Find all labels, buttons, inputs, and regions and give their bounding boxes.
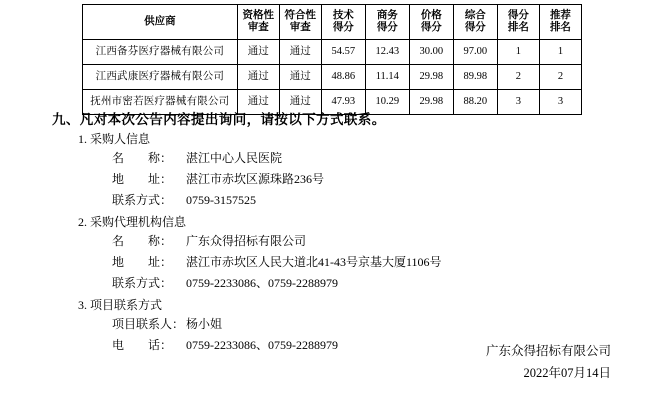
cell-price: 30.00 [409,40,453,65]
evaluation-result-table [82,4,582,115]
field-label: 联系方式： [112,276,173,290]
field-row [112,148,630,169]
cell-rank: 1 [497,40,539,65]
field-label: 名 称： [112,234,173,248]
cell-recommend: 2 [539,65,581,90]
field-row [112,169,630,190]
cell-supplier: 抚州市密若医疗器械有限公司 [83,90,238,115]
project-contact-title: 3. 项目联系方式 [78,298,163,312]
field-row [112,231,630,252]
field-value: 广东众得招标有限公司 [186,234,307,248]
table-row [83,65,582,90]
cell-qualification: 通过 [237,65,279,90]
header-composite-score: 综合 得分 [453,5,497,40]
field-label: 联系方式： [112,193,173,207]
header-qualification: 资格性 审查 [237,5,279,40]
cell-technical: 48.86 [321,65,365,90]
list-item [70,213,630,294]
field-value: 湛江中心人民医院 [186,151,283,165]
cell-business: 11.14 [365,65,409,90]
agency-info-lines [112,231,630,294]
list-item [70,130,630,211]
signature-company: 广东众得招标有限公司 [485,344,611,358]
cell-recommend: 1 [539,40,581,65]
cell-rank: 2 [497,65,539,90]
cell-price: 29.98 [409,90,453,115]
cell-qualification: 通过 [237,90,279,115]
field-value: 湛江市赤坎区源珠路236号 [186,172,325,186]
cell-business: 10.29 [365,90,409,115]
field-label: 名 称： [112,151,173,165]
header-technical-score: 技术 得分 [321,5,365,40]
purchaser-info-title: 1. 采购人信息 [78,132,151,146]
field-value: 0759-2233086、0759-2288979 [186,338,338,352]
field-label: 地 址： [112,255,173,269]
section-heading: 九、凡对本次公告内容提出询问，请按以下方式联系。 [52,112,386,127]
header-business-score: 商务 得分 [365,5,409,40]
cell-qualification: 通过 [237,40,279,65]
field-row [112,273,630,294]
field-label: 地 址： [112,172,173,186]
purchaser-info-lines [112,148,630,211]
cell-business: 12.43 [365,40,409,65]
agency-info-title: 2. 采购代理机构信息 [78,215,187,229]
field-value: 0759-3157525 [186,193,256,207]
cell-technical: 54.57 [321,40,365,65]
contact-list [70,130,630,358]
field-value: 杨小姐 [186,317,223,331]
header-conformity: 符合性 审查 [279,5,321,40]
cell-composite: 89.98 [453,65,497,90]
cell-technical: 47.93 [321,90,365,115]
field-label: 项目联系人： [112,317,185,331]
cell-conformity: 通过 [279,65,321,90]
field-value: 0759-2233086、0759-2288979 [186,276,338,290]
field-row [112,252,630,273]
cell-supplier: 江西备芬医疗器械有限公司 [83,40,238,65]
cell-rank: 3 [497,90,539,115]
cell-supplier: 江西武康医疗器械有限公司 [83,65,238,90]
field-row [112,190,630,211]
cell-conformity: 通过 [279,40,321,65]
signature-date: 2022年07月14日 [523,366,611,380]
field-row [112,314,630,335]
cell-conformity: 通过 [279,90,321,115]
field-value: 湛江市赤坎区人民大道北41-43号京基大厦1106号 [186,255,442,269]
header-recommend-rank: 推荐 排名 [539,5,581,40]
header-supplier: 供应商 [83,5,238,40]
cell-price: 29.98 [409,65,453,90]
header-price-score: 价格 得分 [409,5,453,40]
table-row [83,40,582,65]
field-label: 电 话： [112,338,173,352]
cell-recommend: 3 [539,90,581,115]
header-score-rank: 得分 排名 [497,5,539,40]
cell-composite: 88.20 [453,90,497,115]
table-header-row [83,5,582,40]
cell-composite: 97.00 [453,40,497,65]
